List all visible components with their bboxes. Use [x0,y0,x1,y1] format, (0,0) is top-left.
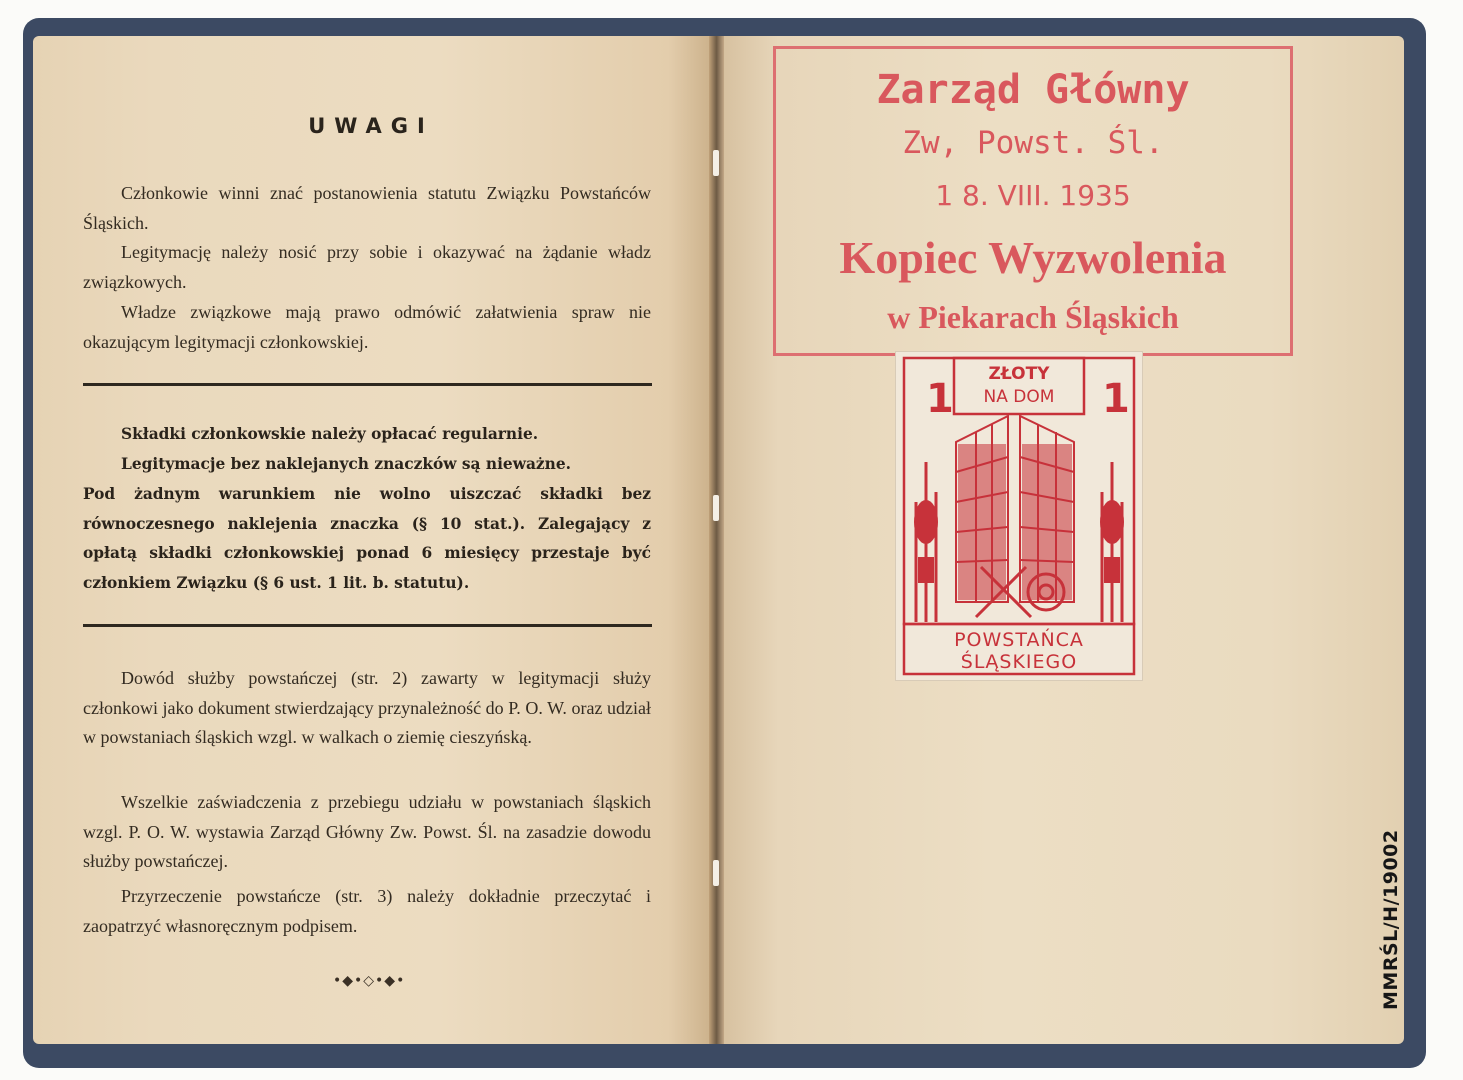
left-page [33,36,709,1044]
binding-stitch [713,495,719,521]
value-right: 1 [1102,376,1130,422]
dues-conditions: Pod żadnym warunkiem nie wolno uiszczać składki bez równoczesnego naklejenia znaczka (§ 10 stat.). Zalegający z opłatą składki członkowskiej ponad 6 miesięcy przestaje być członkiem Związku (§ 6 ust. 1 lit. b. statutu). [83,485,651,592]
divider [83,624,652,627]
service-certificates: Wszelkie zaświadczenia z przebiegu udziału w powstaniach śląskich wzgl. P. O. W. wystawia Zarząd Główny Zw. Powst. Śl. na zasadzie dowodu służby powstańczej. [83,792,651,871]
dues-regular: Składki członkowskie należy opłacać regularnie. [121,425,539,443]
stamp-bottom-line-1: POWSTAŃCA [954,629,1084,651]
stamp-top-line-2: NA DOM [983,387,1055,407]
note-statute: Członkowie winni znać postanowienia statutu Związku Powstańców Śląskich. [83,183,651,233]
page-heading: UWAGI [308,114,434,138]
divider [83,383,652,386]
service-oath: Przyrzeczenie powstańcze (str. 3) należy dokładnie przeczytać i zaopatrzyć własnoręcznym podpisem. [83,886,651,936]
catalog-number: MMRŚL/H/19002 [1380,829,1402,1010]
binding-stitch [713,860,719,886]
stamp-line-2: Zw, Powst. Śl. [902,125,1164,161]
revenue-stamp [896,352,1142,680]
stamp-line-1: Zarząd Główny [876,67,1190,113]
note-refusal: Władze związkowe mają prawo odmówić załatwienia spraw nie okazującym legitymacji członkowskiej. [83,302,651,352]
stamp-top-line-1: ZŁOTY [988,364,1050,384]
dues-invalid: Legitymacje bez naklejanych znaczków są nieważne. [121,455,572,473]
service-proof: Dowód służby powstańczej (str. 2) zawarty w legitymacji służy członkowi jako dokument stwierdzający przynależność do P. O. W. oraz udział w powstaniach śląskich wzgl. w walkach o ziemię cieszyńską. [83,668,651,747]
stamp-date: 1 8. VIII. 1935 [935,179,1131,212]
stamp-line-4: Kopiec Wyzwolenia [839,232,1227,283]
stamp-bottom-line-2: ŚLĄSKIEGO [960,651,1078,673]
ornament: •◆•◇•◆• [333,973,406,989]
binding-gutter [709,36,724,1044]
binding-stitch [713,150,719,176]
stamp-line-5: w Piekarach Śląskich [887,299,1179,335]
revenue-stamp-graphic [896,352,1142,680]
value-left: 1 [926,376,954,422]
ink-stamp [773,46,1293,356]
note-carry-id: Legitymację należy nosić przy sobie i okazywać na żądanie władz związkowych. [83,242,651,292]
